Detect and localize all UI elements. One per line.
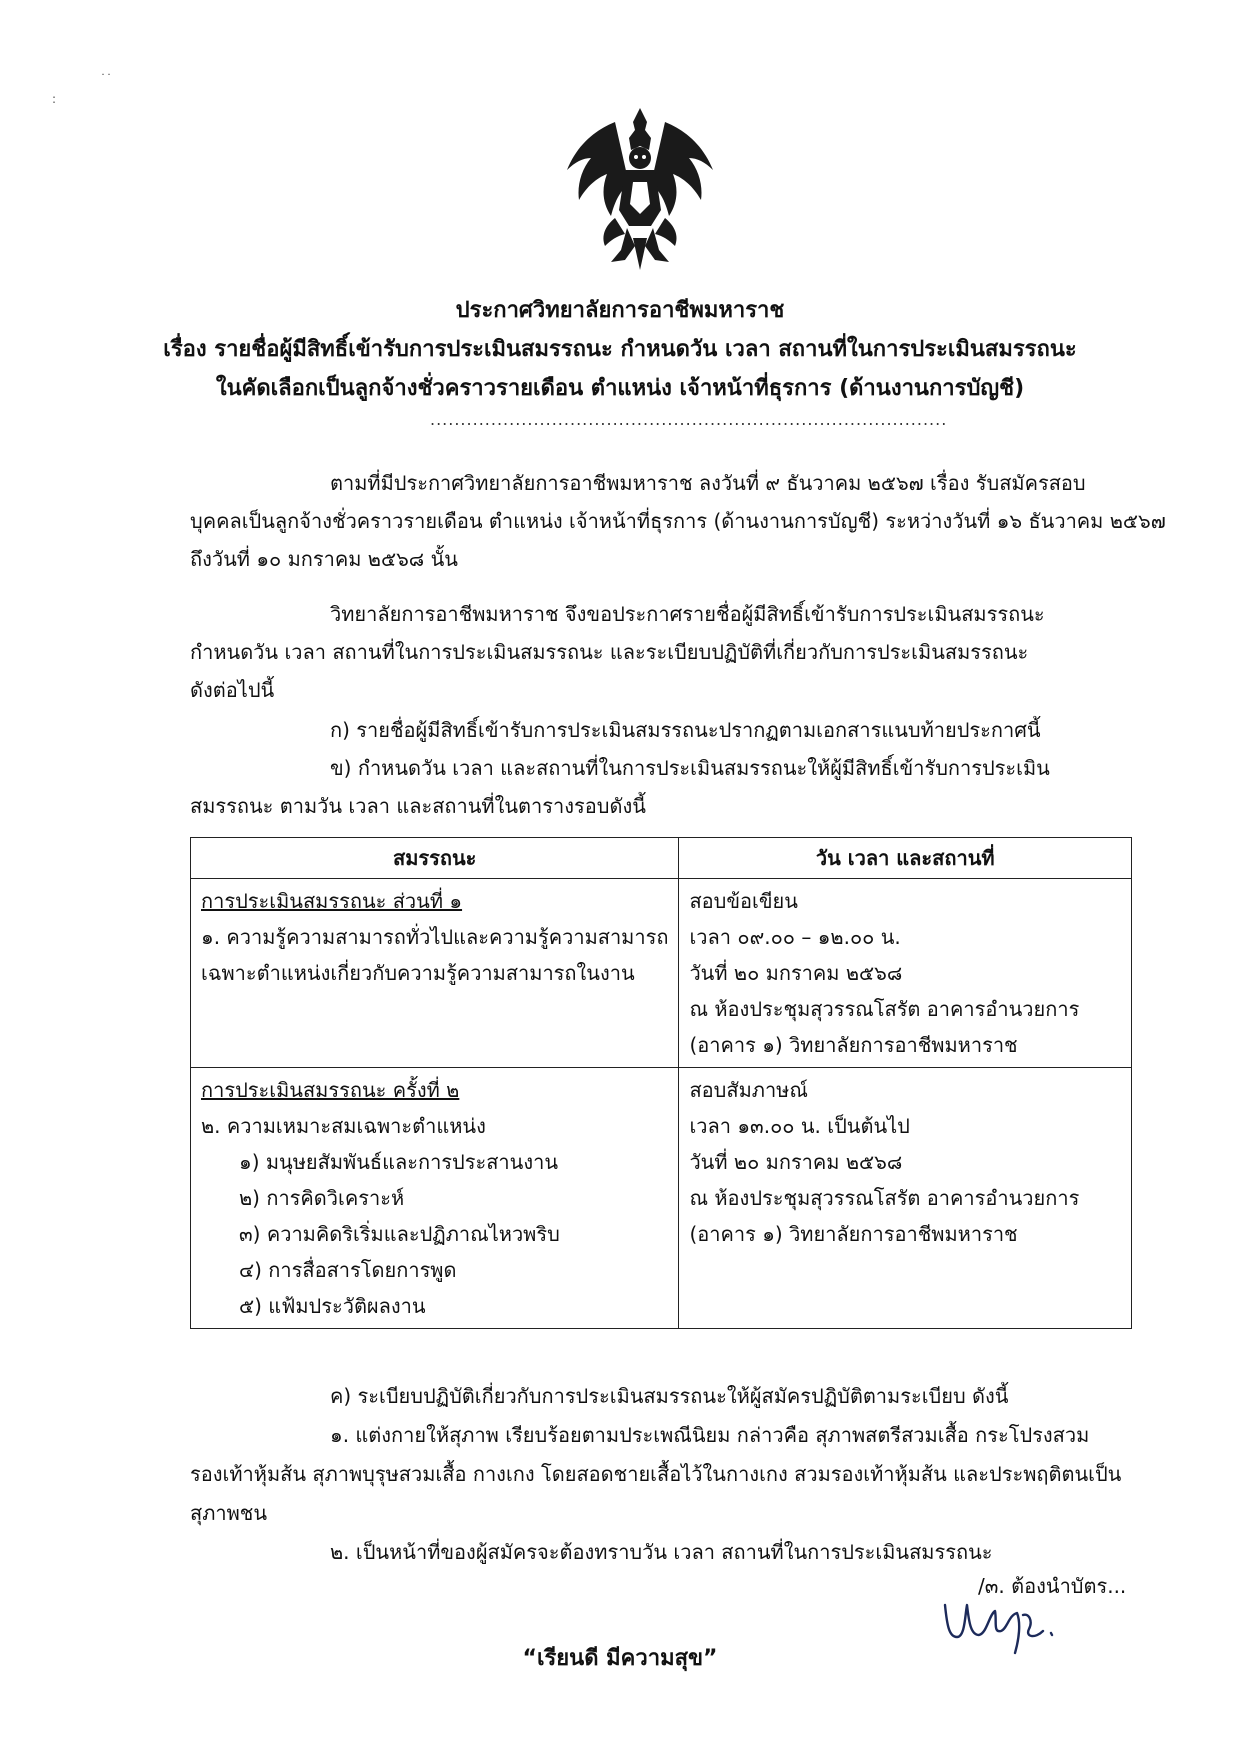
announcement-subject: เรื่อง รายชื่อผู้มีสิทธิ์เข้ารับการประเมินสมรรถนะ กำหนดวัน เวลา สถานที่ในการประเมินสมรรถนะ: [163, 337, 1077, 362]
garuda-emblem-icon: [555, 100, 725, 275]
section-heading: การประเมินสมรรถนะ ส่วนที่ ๑: [201, 889, 463, 913]
item-c: ค) ระเบียบปฏิบัติเกี่ยวกับการประเมินสมรรถนะให้ผู้สมัครปฏิบัติตามระเบียบ ดังนี้: [330, 1384, 1009, 1408]
scan-speck: ˙˙: [100, 72, 112, 86]
announcement-title: ประกาศวิทยาลัยการอาชีพมหาราช: [455, 298, 785, 323]
competency-item: เฉพาะตำแหน่งเกี่ยวกับความรู้ความสามารถในงาน: [201, 961, 635, 985]
column-header-datetime-place: วัน เวลา และสถานที่: [679, 838, 1132, 879]
continuation-marker: /๓. ต้องนำบัตร...: [978, 1574, 1127, 1598]
paragraph-1-line-1: ตามที่มีประกาศวิทยาลัยการอาชีพมหาราช ลงวันที่ ๙ ธันวาคม ๒๕๖๗ เรื่อง รับสมัครสอบ: [330, 471, 1086, 495]
rule-1-line-1: ๑. แต่งกายให้สุภาพ เรียบร้อยตามประเพณีนิยม กล่าวคือ สุภาพสตรีสวมเสื้อ กระโปรงสวม: [330, 1423, 1090, 1447]
competency-subitem: ๔) การสื่อสารโดยการพูด: [239, 1258, 457, 1282]
rule-1-line-2: รองเท้าหุ้มส้น สุภาพบุรุษสวมเสื้อ กางเกง โดยสอดชายเสื้อไว้ในกางเกง สวมรองเท้าหุ้มส้น และประพฤติตนเป็น: [190, 1462, 1122, 1486]
item-b-line-1: ข) กำหนดวัน เวลา และสถานที่ในการประเมินสมรรถนะให้ผู้มีสิทธิ์เข้ารับการประเมิน: [330, 756, 1050, 780]
item-a: ก) รายชื่อผู้มีสิทธิ์เข้ารับการประเมินสมรรถนะปรากฏตามเอกสารแนบท้ายประกาศนี้: [330, 718, 1041, 742]
exam-date: วันที่ ๒๐ มกราคม ๒๕๖๘: [689, 961, 903, 985]
paragraph-1-line-3: ถึงวันที่ ๑๐ มกราคม ๒๕๖๘ นั้น: [190, 547, 458, 571]
scan-speck: :: [52, 92, 57, 106]
competency-subitem: ๑) มนุษยสัมพันธ์และการประสานงาน: [239, 1150, 558, 1174]
table-cell-schedule: [679, 1068, 1132, 1329]
rule-1-line-3: สุภาพชน: [190, 1501, 268, 1525]
table-row: [191, 879, 1132, 1068]
exam-date: วันที่ ๒๐ มกราคม ๒๕๖๘: [689, 1150, 903, 1174]
paragraph-2-line-1: วิทยาลัยการอาชีพมหาราช จึงขอประกาศรายชื่อผู้มีสิทธิ์เข้ารับการประเมินสมรรถนะ: [330, 602, 1045, 626]
table-header-row: [191, 838, 1132, 879]
exam-place: ณ ห้องประชุมสุวรรณโสรัต อาคารอำนวยการ: [689, 997, 1080, 1021]
exam-type: สอบข้อเขียน: [689, 889, 798, 913]
exam-place: ณ ห้องประชุมสุวรรณโสรัต อาคารอำนวยการ: [689, 1186, 1080, 1210]
exam-time: เวลา ๐๙.๐๐ – ๑๒.๐๐ น.: [689, 925, 901, 949]
competency-item: ๑. ความรู้ความสามารถทั่วไปและความรู้ความสามารถ: [201, 925, 669, 949]
column-header-competency: สมรรถนะ: [191, 838, 679, 879]
section-heading: การประเมินสมรรถนะ ครั้งที่ ๒: [201, 1078, 460, 1102]
announcement-subject-cont: ในคัดเลือกเป็นลูกจ้างชั่วคราวรายเดือน ตำแหน่ง เจ้าหน้าที่ธุรการ (ด้านงานการบัญชี): [215, 376, 1025, 401]
competency-subitem: ๓) ความคิดริเริ่มและปฏิภาณไหวพริบ: [239, 1222, 560, 1246]
dotted-divider: .....................................................................................: [430, 410, 948, 429]
competency-item: ๒. ความเหมาะสมเฉพาะตำแหน่ง: [201, 1114, 486, 1138]
table-cell-competency: [191, 879, 679, 1068]
schedule-table: [190, 837, 1132, 1329]
table-cell-competency: [191, 1068, 679, 1329]
paragraph-2-line-3: ดังต่อไปนี้: [190, 678, 275, 702]
competency-subitem: ๕) แฟ้มประวัติผลงาน: [239, 1294, 426, 1318]
table-row: [191, 1068, 1132, 1329]
competency-subitem: ๒) การคิดวิเคราะห์: [239, 1186, 405, 1210]
table-cell-schedule: [679, 879, 1132, 1068]
exam-place-cont: (อาคาร ๑) วิทยาลัยการอาชีพมหาราช: [689, 1033, 1018, 1057]
paragraph-2-line-2: กำหนดวัน เวลา สถานที่ในการประเมินสมรรถนะ และระเบียบปฏิบัติที่เกี่ยวกับการประเมินสมรรถนะ: [190, 640, 1029, 664]
item-b-line-2: สมรรถนะ ตามวัน เวลา และสถานที่ในตารางรอบดังนี้: [190, 794, 646, 818]
exam-type: สอบสัมภาษณ์: [689, 1078, 808, 1102]
school-motto: “เรียนดี มีความสุข”: [522, 1646, 718, 1671]
paragraph-1-line-2: บุคคลเป็นลูกจ้างชั่วคราวรายเดือน ตำแหน่ง เจ้าหน้าที่ธุรการ (ด้านงานการบัญชี) ระหว่างวันที่ ๑๖ ธันวาคม ๒๕๖๗: [190, 509, 1166, 533]
exam-place-cont: (อาคาร ๑) วิทยาลัยการอาชีพมหาราช: [689, 1222, 1018, 1246]
exam-time: เวลา ๑๓.๐๐ น. เป็นต้นไป: [689, 1114, 910, 1138]
rule-2: ๒. เป็นหน้าที่ของผู้สมัครจะต้องทราบวัน เวลา สถานที่ในการประเมินสมรรถนะ: [330, 1540, 993, 1564]
